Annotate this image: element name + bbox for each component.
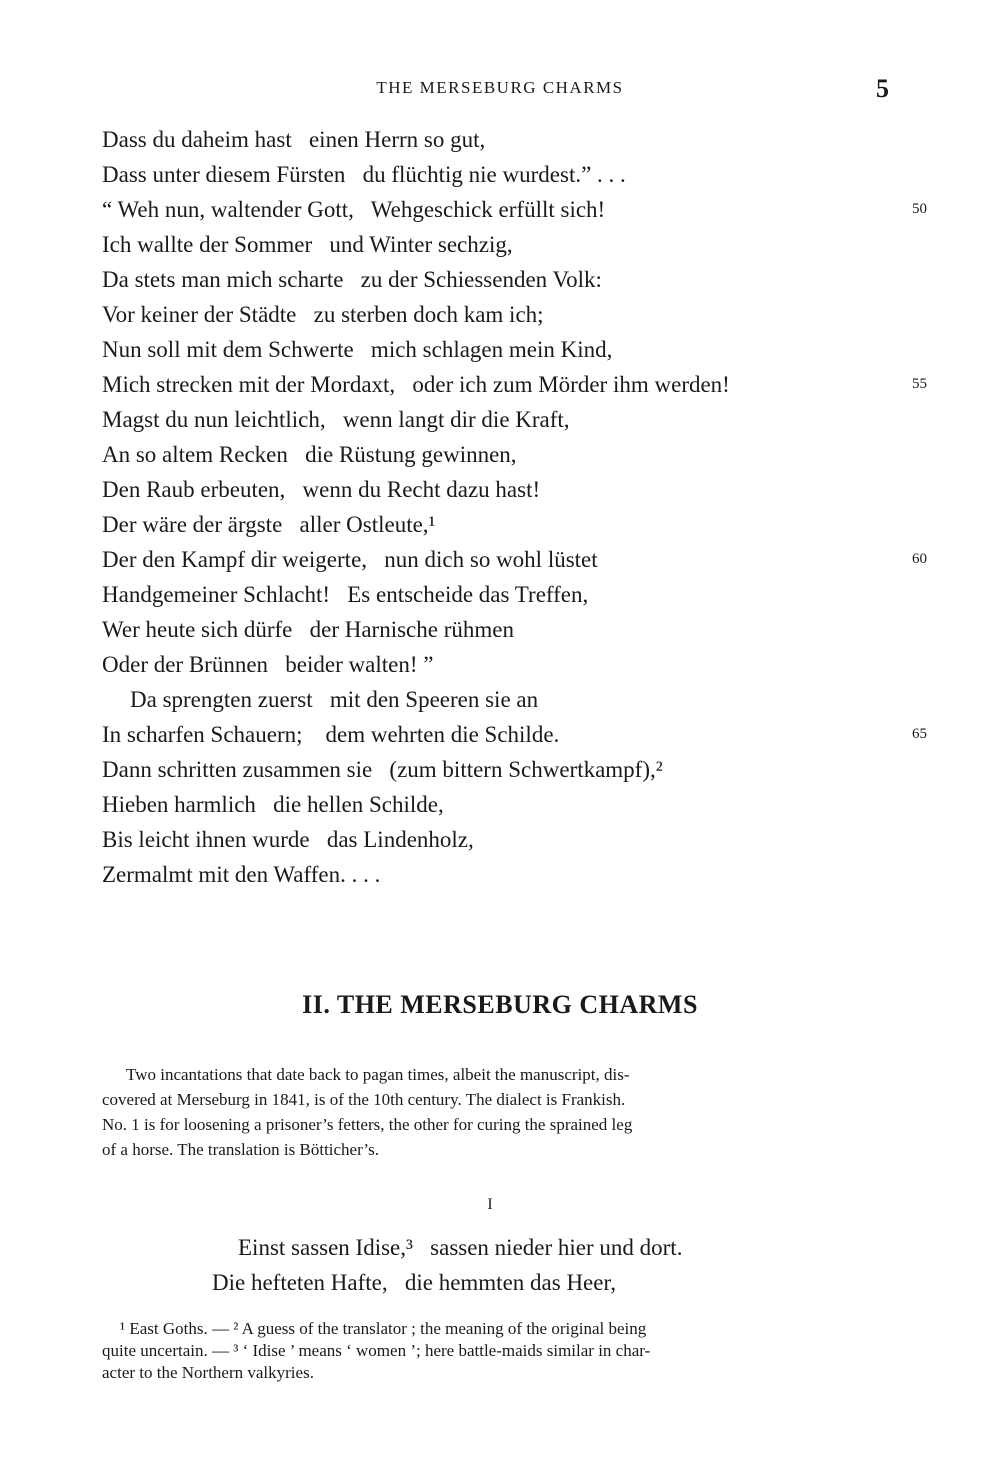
- poem-line: An so altem Recken die Rüstung gewinnen,: [102, 442, 517, 467]
- poem-line: Wer heute sich dürfe der Harnische rühmen: [102, 617, 514, 642]
- page-number: 5: [876, 74, 889, 103]
- poem-line: Zermalmt mit den Waffen. . . .: [102, 862, 381, 887]
- poem-line: Den Raub erbeuten, wenn du Recht dazu hast!: [102, 477, 541, 502]
- intro-line: No. 1 is for loosening a prisoner’s fetters, the other for curing the sprained leg: [102, 1115, 633, 1134]
- poem-line: Dass du daheim hast einen Herrn so gut,: [102, 127, 486, 152]
- poem-line: Nun soll mit dem Schwerte mich schlagen mein Kind,: [102, 337, 613, 362]
- footnote-line: ¹ East Goths. — ² A guess of the translator ; the meaning of the original being: [120, 1319, 647, 1338]
- poem-line: Dann schritten zusammen sie (zum bittern Schwertkampf),²: [102, 757, 663, 782]
- poem-line: Vor keiner der Städte zu sterben doch kam ich;: [102, 302, 544, 327]
- footnote-line: acter to the Northern valkyries.: [102, 1363, 314, 1382]
- poem-line: Der den Kampf dir weigerte, nun dich so wohl lüstet: [102, 547, 598, 572]
- charm-line: Einst sassen Idise,³ sassen nieder hier und dort.: [238, 1235, 683, 1260]
- poem-line: Hieben harmlich die hellen Schilde,: [102, 792, 444, 817]
- poem-line: Da sprengten zuerst mit den Speeren sie an: [130, 687, 539, 712]
- section-heading: II. THE MERSEBURG CHARMS: [302, 990, 698, 1019]
- intro-line: of a horse. The translation is Bötticher’s.: [102, 1140, 379, 1159]
- poem-line: Handgemeiner Schlacht! Es entscheide das Treffen,: [102, 582, 589, 607]
- footnotes: [102, 1318, 892, 1384]
- intro-paragraph: [102, 1062, 892, 1162]
- running-head: THE MERSEBURG CHARMS: [376, 78, 624, 97]
- poem-line: Ich wallte der Sommer und Winter sechzig,: [102, 232, 513, 257]
- poem-line: In scharfen Schauern; dem wehrten die Schilde.: [102, 722, 560, 747]
- footnote-line: quite uncertain. — ³ ‘ Idise ’ means ‘ women ’; here battle-maids similar in char-: [102, 1341, 651, 1360]
- charm-line: Die hefteten Hafte, die hemmten das Heer,: [212, 1270, 616, 1295]
- line-number: 55: [912, 376, 927, 392]
- poem-line: Magst du nun leichtlich, wenn langt dir die Kraft,: [102, 407, 570, 432]
- intro-line: Two incantations that date back to pagan times, albeit the manuscript, dis-: [126, 1065, 630, 1084]
- poem-line: Der wäre der ärgste aller Ostleute,¹: [102, 512, 436, 537]
- line-number: 50: [912, 201, 927, 217]
- line-number: 65: [912, 726, 927, 742]
- intro-line: covered at Merseburg in 1841, is of the 10th century. The dialect is Frankish.: [102, 1090, 626, 1109]
- charm-number: I: [487, 1196, 493, 1213]
- poem-line: Dass unter diesem Fürsten du flüchtig nie wurdest.” . . .: [102, 162, 626, 187]
- poem-line: “ Weh nun, waltender Gott, Wehgeschick erfüllt sich!: [102, 197, 606, 222]
- line-number: 60: [912, 551, 927, 567]
- poem-line: Bis leicht ihnen wurde das Lindenholz,: [102, 827, 474, 852]
- poem-line: Oder der Brünnen beider walten! ”: [102, 652, 434, 677]
- poem-line: Da stets man mich scharte zu der Schiessenden Volk:: [102, 267, 602, 292]
- poem-line: Mich strecken mit der Mordaxt, oder ich zum Mörder ihm werden!: [102, 372, 730, 397]
